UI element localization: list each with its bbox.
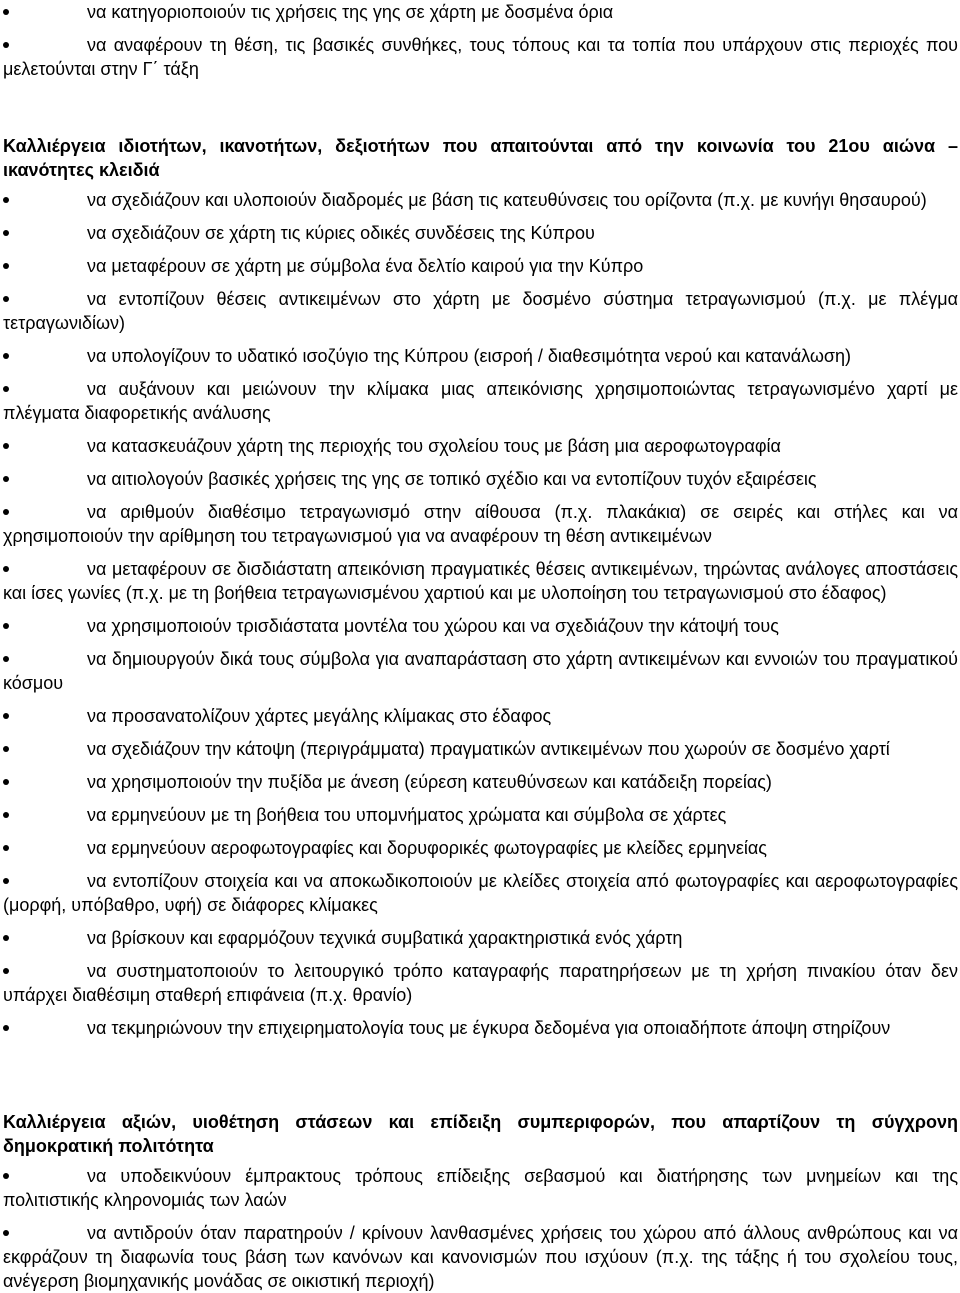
bullet-icon <box>3 443 9 449</box>
list-item: να σχεδιάζουν και υλοποιούν διαδρομές με βάση τις κατευθύνσεις του ορίζοντα (π.χ. με κυνήγι θησαυρού) <box>3 188 958 212</box>
list-item: να αναφέρουν τη θέση, τις βασικές συνθήκες, τους τόπους και τα τοπία που υπάρχουν στις περιοχές που μελετούνται στην Γ΄ τάξη <box>3 35 958 79</box>
bullet-icon <box>3 656 9 662</box>
bullet-icon <box>3 566 9 572</box>
list-item: να σχεδιάζουν την κάτοψη (περιγράμματα) πραγματικών αντικειμένων που χωρούν σε δοσμένο χαρτί <box>3 737 958 761</box>
list-item: να εντοπίζουν στοιχεία και να αποκωδικοποιούν με κλείδες στοιχεία από φωτογραφίες και αεροφωτογραφίες (μορφή, υπόβαθρο, υφή) σε διάφορες κλίμακες <box>3 871 958 915</box>
bullet-icon <box>3 1230 9 1236</box>
list-item: να τεκμηριώνουν την επιχειρηματολογία τους με έγκυρα δεδομένα για οποιαδήποτε άποψη στηρίζουν <box>3 1016 958 1040</box>
list-item: να σχεδιάζουν σε χάρτη τις κύριες οδικές συνδέσεις της Κύπρου <box>3 221 958 245</box>
bullet-icon <box>3 9 9 15</box>
bullet-icon <box>3 935 9 941</box>
list-item: να κατηγοριοποιούν τις χρήσεις της γης σε χάρτη με δοσμένα όρια <box>3 0 958 24</box>
bullet-icon <box>3 197 9 203</box>
bullet-icon <box>3 386 9 392</box>
bullet-icon <box>3 623 9 629</box>
bullet-icon <box>3 878 9 884</box>
bullet-list-2 <box>3 188 958 1040</box>
list-item: να υποδεικνύουν έμπρακτους τρόπους επίδειξης σεβασμού και διατήρησης των μνημείων και της πολιτιστικής κληρονομιάς των λαών <box>3 1166 958 1210</box>
list-item: να ερμηνεύουν αεροφωτογραφίες και δορυφορικές φωτογραφίες με κλείδες ερμηνείας <box>3 836 958 860</box>
list-item: να αιτιολογούν βασικές χρήσεις της γης σε τοπικό σχέδιο και να εντοπίζουν τυχόν εξαιρέσεις <box>3 467 958 491</box>
list-item: να αντιδρούν όταν παρατηρούν / κρίνουν λανθασμένες χρήσεις του χώρου από άλλους ανθρώπους και να εκφράζουν τη διαφωνία τους βάση των κανόνων και κανονισμών που ισχύουν (π.χ. της τάξης ή του σχολείου τους, ανέγερση βιομηχανικής μονάδας σε οικιστική περιοχή) <box>3 1223 958 1291</box>
section-heading-values: Καλλιέργεια αξιών, υιοθέτηση στάσεων και επίδειξη συμπεριφορών, που απαρτίζουν τη σύγχρονη δημοκρατική πολιτότητα <box>3 1112 958 1156</box>
bullet-icon <box>3 968 9 974</box>
bullet-icon <box>3 1025 9 1031</box>
list-item: να αριθμούν διαθέσιμο τετραγωνισμό στην αίθουσα (π.χ. πλακάκια) σε σειρές και στήλες και να χρησιμοποιούν την αρίθμηση του τετραγωνισμού για να αναφέρουν τη θέση αντικειμένων <box>3 502 958 546</box>
list-item: να αυξάνουν και μειώνουν την κλίμακα μιας απεικόνισης χρησιμοποιώντας τετραγωνισμένο χαρτί με πλέγματα διαφορετικής ανάλυσης <box>3 379 958 423</box>
bullet-list-3 <box>3 1164 958 1293</box>
list-item: να δημιουργούν δικά τους σύμβολα για αναπαράσταση στο χάρτη αντικειμένων και εννοιών του πραγματικού κόσμου <box>3 649 958 693</box>
bullet-list-1 <box>3 0 958 81</box>
bullet-icon <box>3 746 9 752</box>
bullet-icon <box>3 296 9 302</box>
list-item: να κατασκευάζουν χάρτη της περιοχής του σχολείου τους με βάση μια αεροφωτογραφία <box>3 434 958 458</box>
list-item: να βρίσκουν και εφαρμόζουν τεχνικά συμβατικά χαρακτηριστικά ενός χάρτη <box>3 926 958 950</box>
bullet-icon <box>3 509 9 515</box>
bullet-icon <box>3 476 9 482</box>
list-item: να εντοπίζουν θέσεις αντικειμένων στο χάρτη με δοσμένο σύστημα τετραγωνισμού (π.χ. με πλέγμα τετραγωνιδίων) <box>3 289 958 333</box>
bullet-icon <box>3 812 9 818</box>
bullet-icon <box>3 353 9 359</box>
bullet-icon <box>3 42 9 48</box>
bullet-icon <box>3 713 9 719</box>
list-item: να μεταφέρουν σε δισδιάστατη απεικόνιση πραγματικές θέσεις αντικειμένων, τηρώντας ανάλογες αποστάσεις και ίσες γωνίες (π.χ. με τη βοήθεια τετραγωνισμένου χαρτιού και με υλοποίηση του τετραγωνισμού στο έδαφος) <box>3 559 958 603</box>
list-item: να μεταφέρουν σε χάρτη με σύμβολα ένα δελτίο καιρού για την Κύπρο <box>3 254 958 278</box>
list-item: να συστηματοποιούν το λειτουργικό τρόπο καταγραφής παρατηρήσεων με τη χρήση πινακίου όταν δεν υπάρχει διαθέσιμη σταθερή επιφάνεια (π.χ. θρανίο) <box>3 961 958 1005</box>
list-item: να προσανατολίζουν χάρτες μεγάλης κλίμακας στο έδαφος <box>3 704 958 728</box>
bullet-icon <box>3 779 9 785</box>
bullet-icon <box>3 230 9 236</box>
bullet-icon <box>3 1173 9 1179</box>
list-item: να ερμηνεύουν με τη βοήθεια του υπομνήματος χρώματα και σύμβολα σε χάρτες <box>3 803 958 827</box>
list-item: να χρησιμοποιούν την πυξίδα με άνεση (εύρεση κατευθύνσεων και κατάδειξη πορείας) <box>3 770 958 794</box>
list-item: να χρησιμοποιούν τρισδιάστατα μοντέλα του χώρου και να σχεδιάζουν την κάτοψή τους <box>3 614 958 638</box>
bullet-icon <box>3 845 9 851</box>
bullet-icon <box>3 263 9 269</box>
section-heading-skills: Καλλιέργεια ιδιοτήτων, ικανοτήτων, δεξιοτήτων που απαιτούνται από την κοινωνία του 21ου αιώνα – ικανότητες κλειδιά <box>3 136 958 180</box>
list-item: να υπολογίζουν το υδατικό ισοζύγιο της Κύπρου (εισροή / διαθεσιμότητα νερού και κατανάλωση) <box>3 344 958 368</box>
